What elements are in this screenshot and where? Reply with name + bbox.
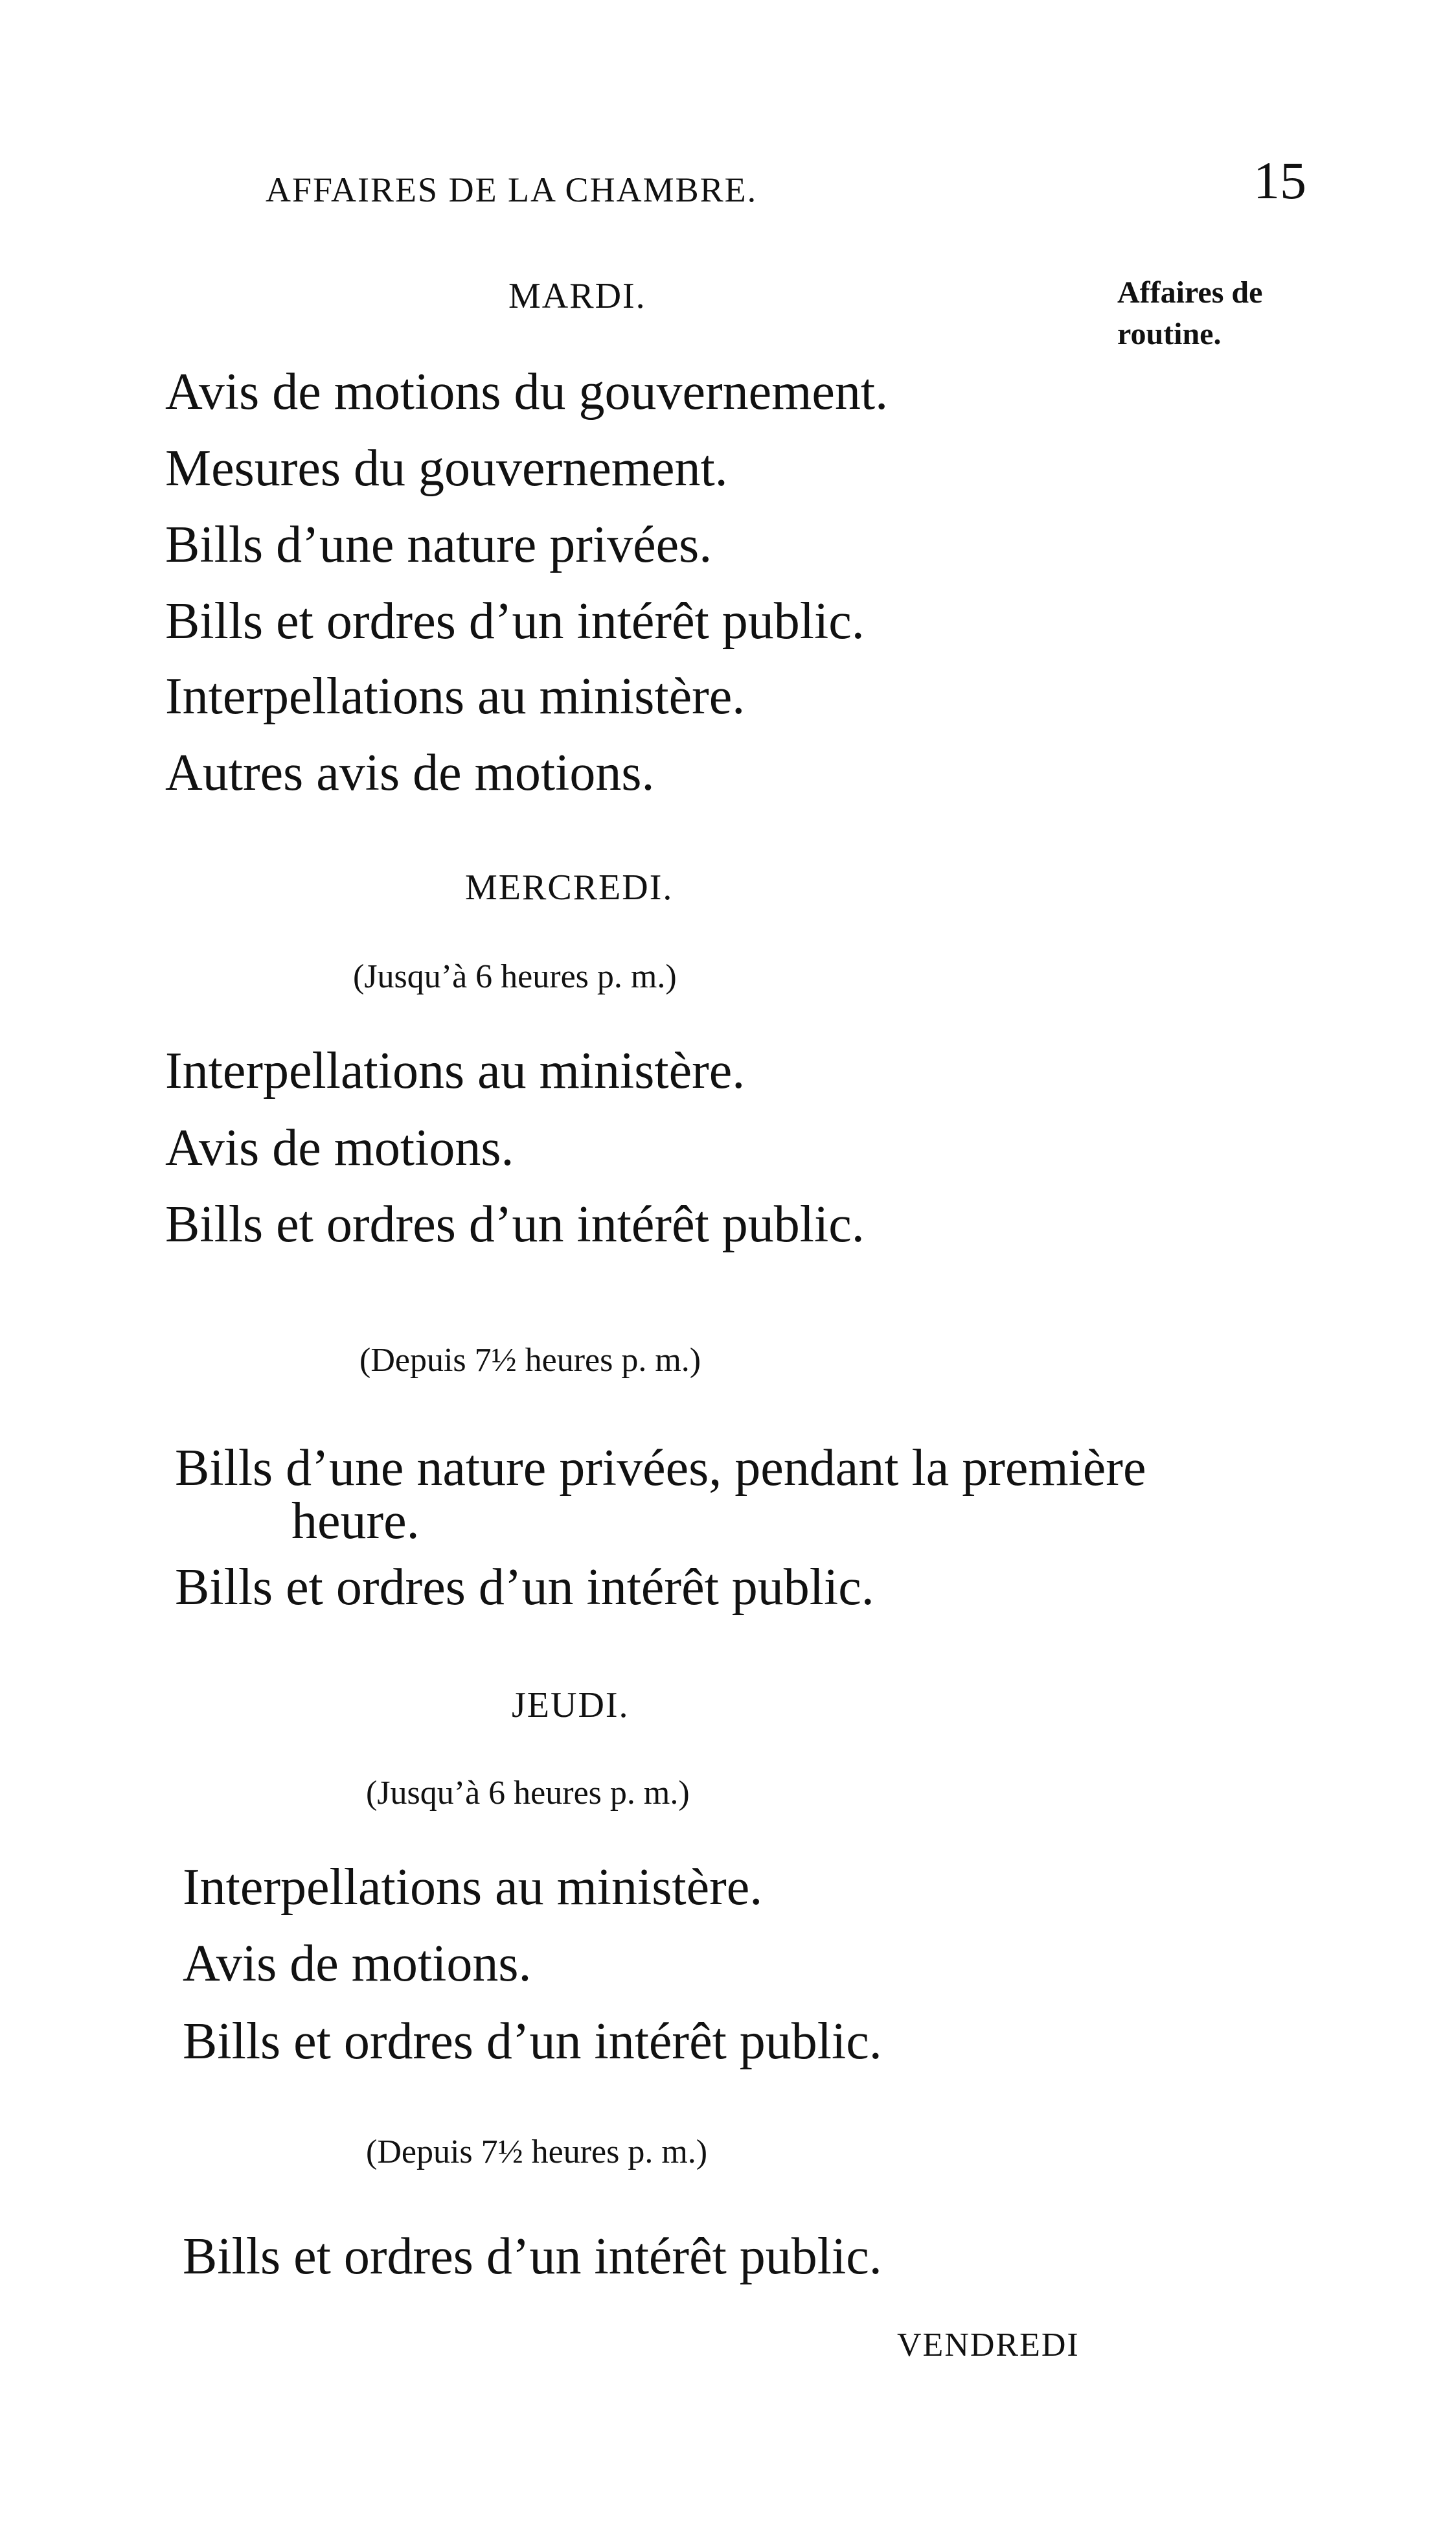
list-item: Interpellations au ministère.	[183, 1859, 763, 1916]
day-heading-jeudi: JEUDI.	[512, 1685, 630, 1725]
margin-note: Affaires de routine.	[1117, 275, 1263, 351]
list-item: Mesures du gouvernement.	[165, 440, 728, 497]
day-heading-mercredi: MERCREDI.	[465, 868, 674, 908]
day-heading-mardi: MARDI.	[508, 276, 646, 316]
list-item: Bills et ordres d’un intérêt public.	[183, 2013, 882, 2070]
list-item: Bills et ordres d’un intérêt public.	[183, 2228, 882, 2285]
list-item: Interpellations au ministère.	[165, 668, 745, 725]
page-number: 15	[1253, 151, 1306, 210]
time-note: (Jusqu’à 6 heures p. m.)	[353, 958, 677, 995]
list-item: Avis de motions.	[183, 1935, 532, 1992]
list-item: Interpellations au ministère.	[165, 1042, 745, 1099]
list-item: Bills et ordres d’un intérêt public.	[175, 1559, 874, 1616]
time-note: (Depuis 7½ heures p. m.)	[359, 1342, 701, 1379]
time-note: (Depuis 7½ heures p. m.)	[366, 2133, 708, 2170]
catchword: VENDREDI	[897, 2327, 1080, 2363]
list-item: Avis de motions du gouvernement.	[165, 363, 889, 420]
list-item: Bills et ordres d’un intérêt public.	[165, 593, 865, 650]
list-item: Bills d’une nature privées, pendant la première heure.	[175, 1440, 1146, 1550]
list-item: Bills d’une nature privées.	[165, 516, 712, 573]
running-head: AFFAIRES DE LA CHAMBRE.	[266, 170, 758, 209]
list-item: Avis de motions.	[165, 1120, 514, 1177]
list-item: Autres avis de motions.	[165, 744, 655, 801]
time-note: (Jusqu’à 6 heures p. m.)	[366, 1775, 690, 1811]
list-item: Bills et ordres d’un intérêt public.	[165, 1196, 865, 1253]
